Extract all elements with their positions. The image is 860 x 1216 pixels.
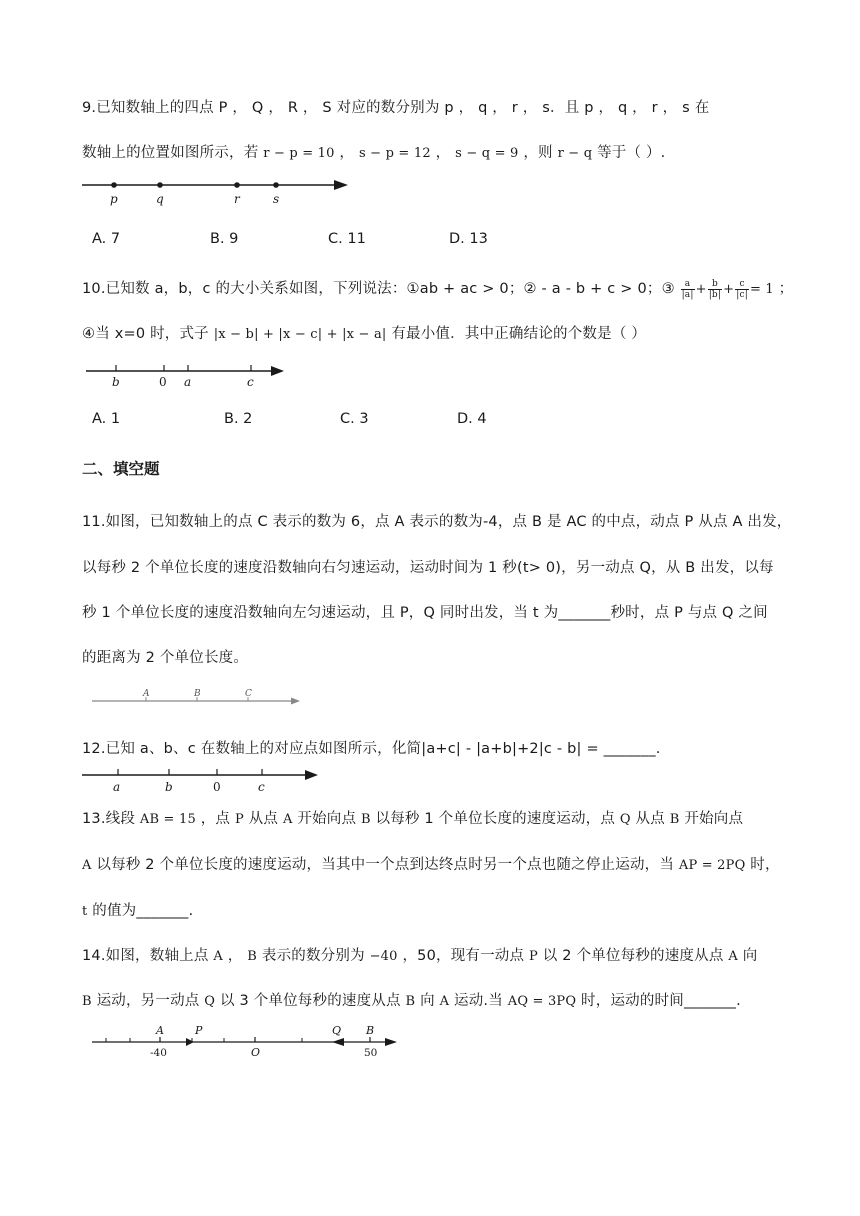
q14-label-o: O: [251, 1046, 261, 1059]
q14-b: B: [247, 949, 258, 964]
q10-frac2-den: |b|: [708, 289, 722, 300]
q9-label-q: q: [156, 192, 164, 206]
q14-b-3: B: [405, 994, 416, 1009]
q9-arrow-icon: [334, 180, 348, 190]
q14-label-q: Q: [332, 1024, 342, 1037]
q14-text-k: 时，运动的时间_______.: [576, 993, 741, 1009]
q14-line-1: [82, 944, 757, 965]
q13-b-2: B: [669, 812, 680, 827]
q9-ask: r − q: [557, 146, 593, 161]
q14-q: Q: [204, 994, 216, 1009]
q13-text-j: 的值为_______.: [87, 903, 194, 919]
q12-arrow-icon: [305, 770, 318, 780]
q10-label-a: a: [184, 375, 192, 389]
q11-label-a: A: [143, 689, 150, 699]
q10-number-line: [86, 361, 296, 393]
q12-line-1: 12.已知 a、b、c 在数轴上的对应点如图所示，化简|a+c| - |a+b|+2|c - b| = _______.: [82, 741, 661, 757]
q10-label-b: b: [112, 375, 120, 389]
q14-text-h: 以 3 个单位每秒的速度从点: [215, 993, 406, 1009]
q11-line-3: 秒 1 个单位长度的速度沿数轴向左匀速运动，且 P，Q 同时出发，当 t 为_______秒时，点 P 与点 Q 之间: [82, 605, 768, 621]
q9-text-c: 等于（ ）.: [592, 145, 666, 161]
q14-text-d: ，50，现有一动点: [397, 948, 530, 964]
q9-sep-2: ，: [430, 145, 456, 161]
q9-label-p: p: [110, 192, 118, 206]
q9-line-1: 9.已知数轴上的四点 P ， Q ， R ， S 对应的数分别为 p ， q ， r ， s．且 p ， q ， r ， s 在: [82, 100, 710, 116]
q10-line-2: [82, 322, 646, 343]
q9-cond-1: r − p = 10: [263, 146, 335, 161]
q9-option-d: D. 13: [449, 231, 488, 247]
q13-text-a: 13.线段: [82, 811, 140, 827]
q9-cond-2: s − p = 12: [358, 146, 431, 161]
q11-number-line: [92, 690, 307, 710]
q13-text-g: 开始向点: [679, 811, 744, 827]
q13-text-i: 时，: [745, 857, 780, 873]
q13-text-f: 从点: [630, 811, 670, 827]
q13-text-e: 以每秒 1 个单位长度的速度运动，点: [370, 811, 620, 827]
q14-label-minus40: -40: [150, 1047, 167, 1059]
q10-frac1-den: |a|: [681, 289, 694, 300]
q14-n1: −40: [369, 949, 398, 964]
q11-line-4: 的距离为 2 个单位长度。: [82, 650, 249, 666]
q9-line-2: [82, 141, 666, 162]
q9-option-a: A. 7: [92, 231, 121, 247]
q13-line-2: [82, 853, 780, 874]
q10-option-c: C. 3: [340, 411, 369, 427]
q9-option-c: C. 11: [328, 231, 366, 247]
q9-point-s: [273, 182, 279, 188]
q9-text-b: ，则: [518, 145, 558, 161]
q12-label-c: c: [258, 780, 265, 794]
q13-line-3: [82, 899, 193, 920]
q13-p: P: [234, 812, 244, 827]
q10-text-b: ；: [773, 281, 794, 297]
q11-line-1: 11.如图，已知数轴上的点 C 表示的数为 6，点 A 表示的数为-4，点 B 是 AC 的中点，动点 P 从点 A 出发，: [82, 514, 792, 530]
q9-point-p: [111, 182, 117, 188]
q13-ab: AB = 15: [139, 812, 196, 827]
q14-b-2: B: [82, 994, 92, 1009]
q14-text-f: 向: [737, 948, 758, 964]
q14-a: A: [213, 949, 223, 964]
q14-text-j: 运动.当: [449, 993, 508, 1009]
q13-a: A: [282, 812, 293, 827]
q14-label-50: 50: [364, 1047, 378, 1059]
q13-text-d: 开始向点: [292, 811, 361, 827]
q13-condition: AP = 2PQ: [678, 858, 746, 873]
q10-equals: = 1: [749, 282, 774, 297]
q13-line-1: [82, 807, 743, 828]
q12-number-line: [82, 766, 327, 796]
q9-cond-3: s − q = 9: [455, 146, 519, 161]
q10-option-d: D. 4: [457, 411, 487, 427]
q10-fraction-b: [708, 279, 722, 300]
q14-label-a: A: [156, 1024, 164, 1037]
q9-number-line: [82, 175, 352, 209]
q9-point-r: [234, 182, 240, 188]
q9-label-r: r: [234, 192, 240, 206]
q14-text-e: 以 2 个单位每秒的速度从点: [537, 948, 729, 964]
q9-option-b: B. 9: [210, 231, 239, 247]
q10-text-a: 10.已知数 a，b，c 的大小关系如图，下列说法：①ab + ac > 0；② - a - b + c > 0；③: [82, 281, 680, 297]
q12-label-a: a: [113, 780, 121, 794]
q10-option-a: A. 1: [92, 411, 121, 427]
q13-text-c: 从点: [243, 811, 283, 827]
q14-text-a: 14.如图，数轴上点: [82, 948, 214, 964]
q14-label-b: B: [366, 1024, 375, 1037]
q11-label-b: B: [194, 689, 201, 699]
q14-text-b: ，: [222, 948, 248, 964]
q14-line-2: [82, 989, 741, 1010]
q14-text-i: 向: [415, 993, 440, 1009]
q14-text-c: 表示的数分别为: [257, 948, 370, 964]
q10-arrow-icon: [271, 366, 284, 376]
q14-a-3: A: [439, 994, 450, 1009]
q12-label-0: 0: [213, 780, 221, 794]
q10-label-c: c: [247, 375, 254, 389]
q10-label-0: 0: [159, 375, 167, 389]
q13-a-2: A: [82, 858, 92, 873]
q9-sep-1: ，: [334, 145, 359, 161]
q13-text-b: ，点: [195, 811, 235, 827]
q10-line-1: [82, 277, 793, 300]
q14-p-arrow-icon: [186, 1038, 194, 1046]
q14-arrow-icon: [385, 1038, 397, 1046]
q10-text-c: ④当 x=0 时，式子: [82, 326, 214, 342]
q13-b: B: [360, 812, 371, 827]
q10-frac2-num: b: [708, 279, 722, 290]
q10-fraction-a: [681, 279, 695, 300]
q10-expression: |x − b| + |x − c| + |x − a|: [213, 327, 387, 342]
q13-t: t: [82, 904, 88, 919]
q11-line-2: 以每秒 2 个单位长度的速度沿数轴向右匀速运动，运动时间为 1 秒(t> 0)，另一动点 Q，从 B 出发，以每: [82, 560, 774, 576]
q10-plus-2: +: [723, 282, 735, 297]
q10-frac3-num: c: [735, 279, 749, 290]
q9-text-a: 数轴上的位置如图所示，若: [82, 145, 264, 161]
q10-frac3-den: |c|: [736, 289, 748, 300]
q9-label-s: s: [273, 192, 280, 206]
q10-option-b: B. 2: [224, 411, 253, 427]
q13-q: Q: [619, 812, 631, 827]
q14-text-g: 运动，另一动点: [91, 993, 205, 1009]
q13-text-h: 以每秒 2 个单位长度的速度运动，当其中一个点到达终点时另一个点也随之停止运动，当: [91, 857, 679, 873]
q14-q-arrow-icon: [332, 1038, 344, 1046]
section-heading: 二、填空题: [82, 460, 160, 478]
q10-fraction-c: [735, 279, 749, 300]
q14-a-2: A: [728, 949, 738, 964]
q14-condition: AQ = 3PQ: [507, 994, 577, 1009]
q14-number-line: [92, 1022, 407, 1062]
q14-label-p: P: [195, 1024, 203, 1037]
q11-arrow-icon: [291, 698, 300, 705]
q10-frac1-num: a: [681, 279, 695, 290]
q9-point-q: [157, 182, 163, 188]
q14-p: P: [529, 949, 538, 964]
q10-text-d: 有最小值．其中正确结论的个数是（ ）: [386, 326, 647, 342]
q12-label-b: b: [165, 780, 173, 794]
q11-label-c: C: [245, 689, 252, 699]
q10-plus-1: +: [695, 282, 707, 297]
